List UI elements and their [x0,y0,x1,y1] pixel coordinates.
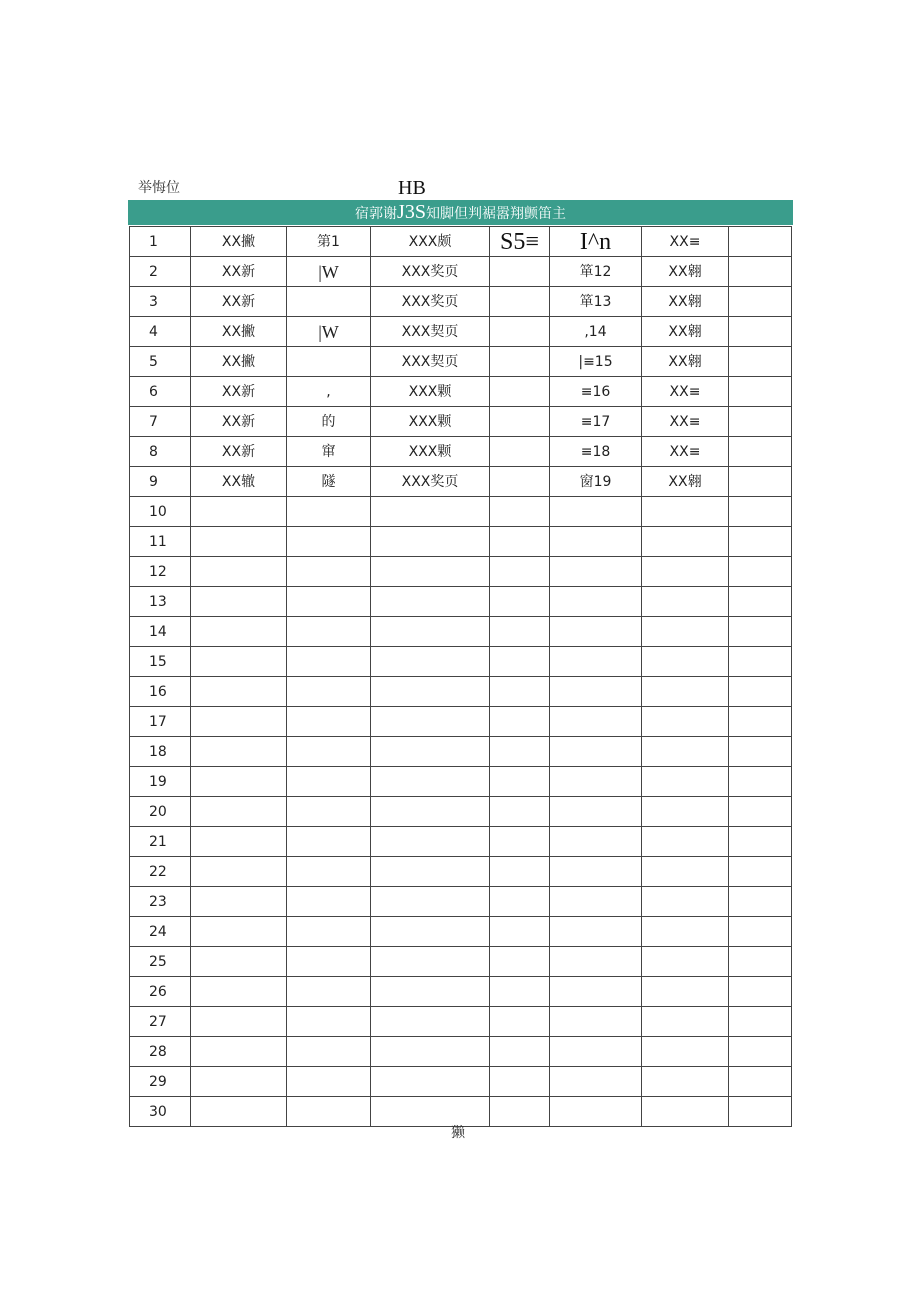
table-row [130,827,792,857]
cell-col-d [490,647,550,677]
cell-col-code [642,677,729,707]
data-table [129,226,792,1127]
cell-col-item [371,677,490,707]
cell-row-number: 22 [130,857,191,887]
cell-col-item [371,557,490,587]
cell-col-item [371,917,490,947]
cell-col-item [371,857,490,887]
cell-col-item [371,1007,490,1037]
cell-col-b: |W [287,317,371,347]
cell-col-name [191,1007,287,1037]
table-row [130,407,792,437]
cell-col-code: XX翱 [642,257,729,287]
table-row [130,557,792,587]
cell-col-code [642,947,729,977]
cell-col-name: XX撇 [191,317,287,347]
cell-col-name: XX撇 [191,227,287,257]
banner-text-part1: 宿郭谢 [355,206,398,222]
cell-col-b [287,917,371,947]
cell-col-b [287,1097,371,1127]
cell-col-code [642,647,729,677]
cell-col-d [490,1097,550,1127]
cell-col-name [191,1037,287,1067]
table-row [130,347,792,377]
cell-col-item: XXX颗 [371,377,490,407]
cell-col-seq [550,557,642,587]
cell-col-d [490,677,550,707]
cell-col-name [191,887,287,917]
cell-col-d [490,977,550,1007]
cell-col-item [371,647,490,677]
table-row [130,257,792,287]
cell-col-seq: ,14 [550,317,642,347]
cell-col-name [191,977,287,1007]
cell-col-d [490,437,550,467]
cell-col-extra [729,737,792,767]
cell-col-extra [729,857,792,887]
cell-col-extra [729,377,792,407]
cell-col-seq [550,1037,642,1067]
cell-row-number: 28 [130,1037,191,1067]
cell-col-code [642,857,729,887]
cell-col-name [191,1097,287,1127]
cell-col-seq [550,587,642,617]
cell-col-d [490,407,550,437]
cell-row-number: 25 [130,947,191,977]
cell-col-code [642,707,729,737]
cell-col-code [642,1037,729,1067]
cell-col-extra [729,707,792,737]
cell-col-name [191,797,287,827]
cell-col-item: XXX契页 [371,317,490,347]
cell-col-code [642,1097,729,1127]
cell-col-code [642,1067,729,1097]
cell-col-d [490,1037,550,1067]
cell-col-b [287,347,371,377]
cell-col-seq: 箪13 [550,287,642,317]
cell-col-name [191,857,287,887]
cell-col-seq: ≡17 [550,407,642,437]
cell-col-b [287,527,371,557]
cell-col-b [287,587,371,617]
cell-col-code [642,557,729,587]
table-row [130,317,792,347]
table-row [130,887,792,917]
cell-col-extra [729,287,792,317]
cell-col-d [490,857,550,887]
cell-col-item [371,737,490,767]
cell-col-name [191,917,287,947]
header-title: HB [398,177,426,199]
cell-col-item [371,947,490,977]
cell-col-d [490,917,550,947]
table-row [130,647,792,677]
cell-col-code: XX翱 [642,317,729,347]
cell-col-extra [729,527,792,557]
cell-col-extra [729,1037,792,1067]
cell-row-number: 17 [130,707,191,737]
cell-col-seq: |≡15 [550,347,642,377]
cell-col-seq [550,497,642,527]
cell-col-d [490,347,550,377]
cell-col-seq: 窗19 [550,467,642,497]
cell-col-item: XXX奖页 [371,467,490,497]
cell-col-name [191,1067,287,1097]
cell-col-d [490,827,550,857]
cell-row-number: 23 [130,887,191,917]
cell-col-d [490,527,550,557]
table-body [130,227,792,1127]
cell-col-code: XX≡ [642,227,729,257]
cell-row-number: 26 [130,977,191,1007]
cell-col-seq [550,707,642,737]
cell-col-d [490,317,550,347]
table-row [130,587,792,617]
cell-col-code: XX≡ [642,377,729,407]
cell-col-b: , [287,377,371,407]
cell-col-b [287,797,371,827]
table-row [130,437,792,467]
table-row [130,977,792,1007]
banner-text-part2: J3S [397,201,426,223]
cell-col-extra [729,1067,792,1097]
cell-row-number: 11 [130,527,191,557]
cell-col-b [287,557,371,587]
cell-col-name [191,647,287,677]
cell-row-number: 13 [130,587,191,617]
cell-col-extra [729,827,792,857]
cell-col-name [191,587,287,617]
cell-col-b: 的 [287,407,371,437]
cell-col-d [490,587,550,617]
cell-col-extra [729,797,792,827]
cell-col-seq [550,1067,642,1097]
cell-col-seq: ≡18 [550,437,642,467]
cell-col-b [287,977,371,1007]
cell-col-code [642,827,729,857]
cell-col-b [287,827,371,857]
cell-col-extra [729,317,792,347]
cell-col-name [191,737,287,767]
cell-row-number: 10 [130,497,191,527]
cell-col-name [191,527,287,557]
cell-col-item [371,497,490,527]
cell-col-seq [550,857,642,887]
table-row [130,1037,792,1067]
cell-col-seq: I^n [550,227,642,257]
cell-col-d [490,557,550,587]
cell-col-item: XXX奖页 [371,287,490,317]
cell-row-number: 18 [130,737,191,767]
cell-col-b: |W [287,257,371,287]
table-row [130,377,792,407]
cell-col-seq: 箪12 [550,257,642,287]
table-row [130,287,792,317]
cell-col-name [191,947,287,977]
cell-col-extra [729,977,792,1007]
cell-row-number: 4 [130,317,191,347]
table-row [130,497,792,527]
cell-col-b: 隧 [287,467,371,497]
cell-col-d [490,737,550,767]
cell-col-item [371,887,490,917]
cell-col-code [642,1007,729,1037]
cell-col-extra [729,947,792,977]
cell-col-d [490,257,550,287]
table-title-banner [128,200,793,225]
cell-col-seq [550,617,642,647]
table-row [130,797,792,827]
cell-row-number: 15 [130,647,191,677]
cell-col-b [287,767,371,797]
cell-row-number: 12 [130,557,191,587]
cell-col-code [642,737,729,767]
cell-col-d [490,497,550,527]
cell-col-seq [550,1007,642,1037]
cell-col-extra [729,587,792,617]
cell-col-b [287,947,371,977]
cell-col-code [642,497,729,527]
cell-col-item [371,827,490,857]
cell-col-d [490,947,550,977]
cell-col-code [642,587,729,617]
cell-col-code [642,527,729,557]
table-row [130,947,792,977]
cell-col-item: XXX契页 [371,347,490,377]
cell-col-item [371,977,490,1007]
cell-col-item [371,1097,490,1127]
cell-col-extra [729,887,792,917]
cell-col-code [642,767,729,797]
cell-col-item [371,1037,490,1067]
cell-row-number: 14 [130,617,191,647]
cell-col-code [642,797,729,827]
cell-col-seq [550,647,642,677]
cell-col-b: 窜 [287,437,371,467]
cell-row-number: 2 [130,257,191,287]
cell-col-name [191,827,287,857]
cell-col-d [490,707,550,737]
cell-col-d [490,797,550,827]
table-row [130,617,792,647]
cell-col-seq [550,827,642,857]
cell-col-d [490,467,550,497]
cell-col-seq [550,977,642,1007]
cell-col-name: XX新 [191,287,287,317]
cell-col-d [490,287,550,317]
cell-col-b [287,617,371,647]
cell-col-code: XX≡ [642,407,729,437]
cell-col-d [490,887,550,917]
table-row [130,227,792,257]
cell-col-b: 第1 [287,227,371,257]
cell-col-b [287,647,371,677]
cell-row-number: 20 [130,797,191,827]
cell-col-b [287,857,371,887]
cell-col-code [642,617,729,647]
cell-col-name: XX新 [191,437,287,467]
cell-col-extra [729,1007,792,1037]
cell-col-code: XX翱 [642,347,729,377]
cell-col-seq [550,677,642,707]
table-row [130,917,792,947]
cell-col-extra [729,677,792,707]
cell-col-item: XXX颇 [371,227,490,257]
cell-row-number: 9 [130,467,191,497]
cell-col-seq [550,947,642,977]
cell-col-seq: ≡16 [550,377,642,407]
cell-row-number: 8 [130,437,191,467]
cell-col-d [490,377,550,407]
cell-col-item [371,587,490,617]
cell-col-b [287,707,371,737]
cell-col-code: XX≡ [642,437,729,467]
table-row [130,527,792,557]
cell-col-d [490,767,550,797]
cell-col-name [191,557,287,587]
cell-col-d [490,1067,550,1097]
cell-col-b [287,497,371,527]
cell-row-number: 3 [130,287,191,317]
table-row [130,767,792,797]
cell-col-seq [550,887,642,917]
cell-col-seq [550,767,642,797]
cell-col-seq [550,737,642,767]
cell-col-name [191,497,287,527]
cell-col-d [490,617,550,647]
cell-row-number: 1 [130,227,191,257]
cell-col-b [287,737,371,767]
cell-col-extra [729,557,792,587]
banner-text-part3: 知脚但判裾嚣翔颤笛主 [425,206,566,222]
cell-col-seq [550,797,642,827]
cell-col-name [191,707,287,737]
cell-col-name: XX撇 [191,347,287,377]
cell-col-name [191,767,287,797]
cell-row-number: 30 [130,1097,191,1127]
cell-col-b [287,1007,371,1037]
cell-col-item [371,767,490,797]
cell-row-number: 19 [130,767,191,797]
footer-label: 獭 [451,1125,465,1141]
cell-col-extra [729,407,792,437]
cell-col-b [287,1067,371,1097]
cell-col-name: XX新 [191,407,287,437]
cell-col-item [371,797,490,827]
cell-col-extra [729,617,792,647]
cell-col-extra [729,1097,792,1127]
cell-row-number: 21 [130,827,191,857]
cell-col-code: XX翱 [642,287,729,317]
cell-col-name: XX辙 [191,467,287,497]
cell-row-number: 7 [130,407,191,437]
table-row [130,677,792,707]
cell-col-seq [550,527,642,557]
cell-row-number: 24 [130,917,191,947]
table-row [130,1097,792,1127]
cell-col-d: S5≡ [490,227,550,257]
cell-col-name: XX新 [191,257,287,287]
cell-col-item [371,1067,490,1097]
cell-col-item: XXX颗 [371,437,490,467]
cell-col-item [371,707,490,737]
table-row [130,1007,792,1037]
cell-col-code [642,977,729,1007]
cell-col-seq [550,1097,642,1127]
cell-col-b [287,1037,371,1067]
cell-col-item [371,527,490,557]
cell-col-name [191,677,287,707]
cell-col-code [642,887,729,917]
cell-col-code: XX翱 [642,467,729,497]
cell-col-item: XXX奖页 [371,257,490,287]
cell-col-extra [729,497,792,527]
header-left-label: 举悔位 [138,180,180,196]
cell-col-extra [729,347,792,377]
cell-col-extra [729,467,792,497]
table-row [130,467,792,497]
cell-col-extra [729,917,792,947]
cell-col-b [287,677,371,707]
table-row [130,857,792,887]
cell-row-number: 29 [130,1067,191,1097]
cell-col-item: XXX颗 [371,407,490,437]
cell-row-number: 27 [130,1007,191,1037]
table-row [130,707,792,737]
cell-col-extra [729,227,792,257]
cell-col-name [191,617,287,647]
cell-col-d [490,1007,550,1037]
cell-col-extra [729,257,792,287]
cell-row-number: 16 [130,677,191,707]
table-row [130,1067,792,1097]
cell-col-name: XX新 [191,377,287,407]
cell-row-number: 5 [130,347,191,377]
cell-row-number: 6 [130,377,191,407]
cell-col-extra [729,437,792,467]
cell-col-extra [729,767,792,797]
table-row [130,737,792,767]
cell-col-code [642,917,729,947]
cell-col-b [287,887,371,917]
cell-col-seq [550,917,642,947]
cell-col-extra [729,647,792,677]
cell-col-item [371,617,490,647]
cell-col-b [287,287,371,317]
